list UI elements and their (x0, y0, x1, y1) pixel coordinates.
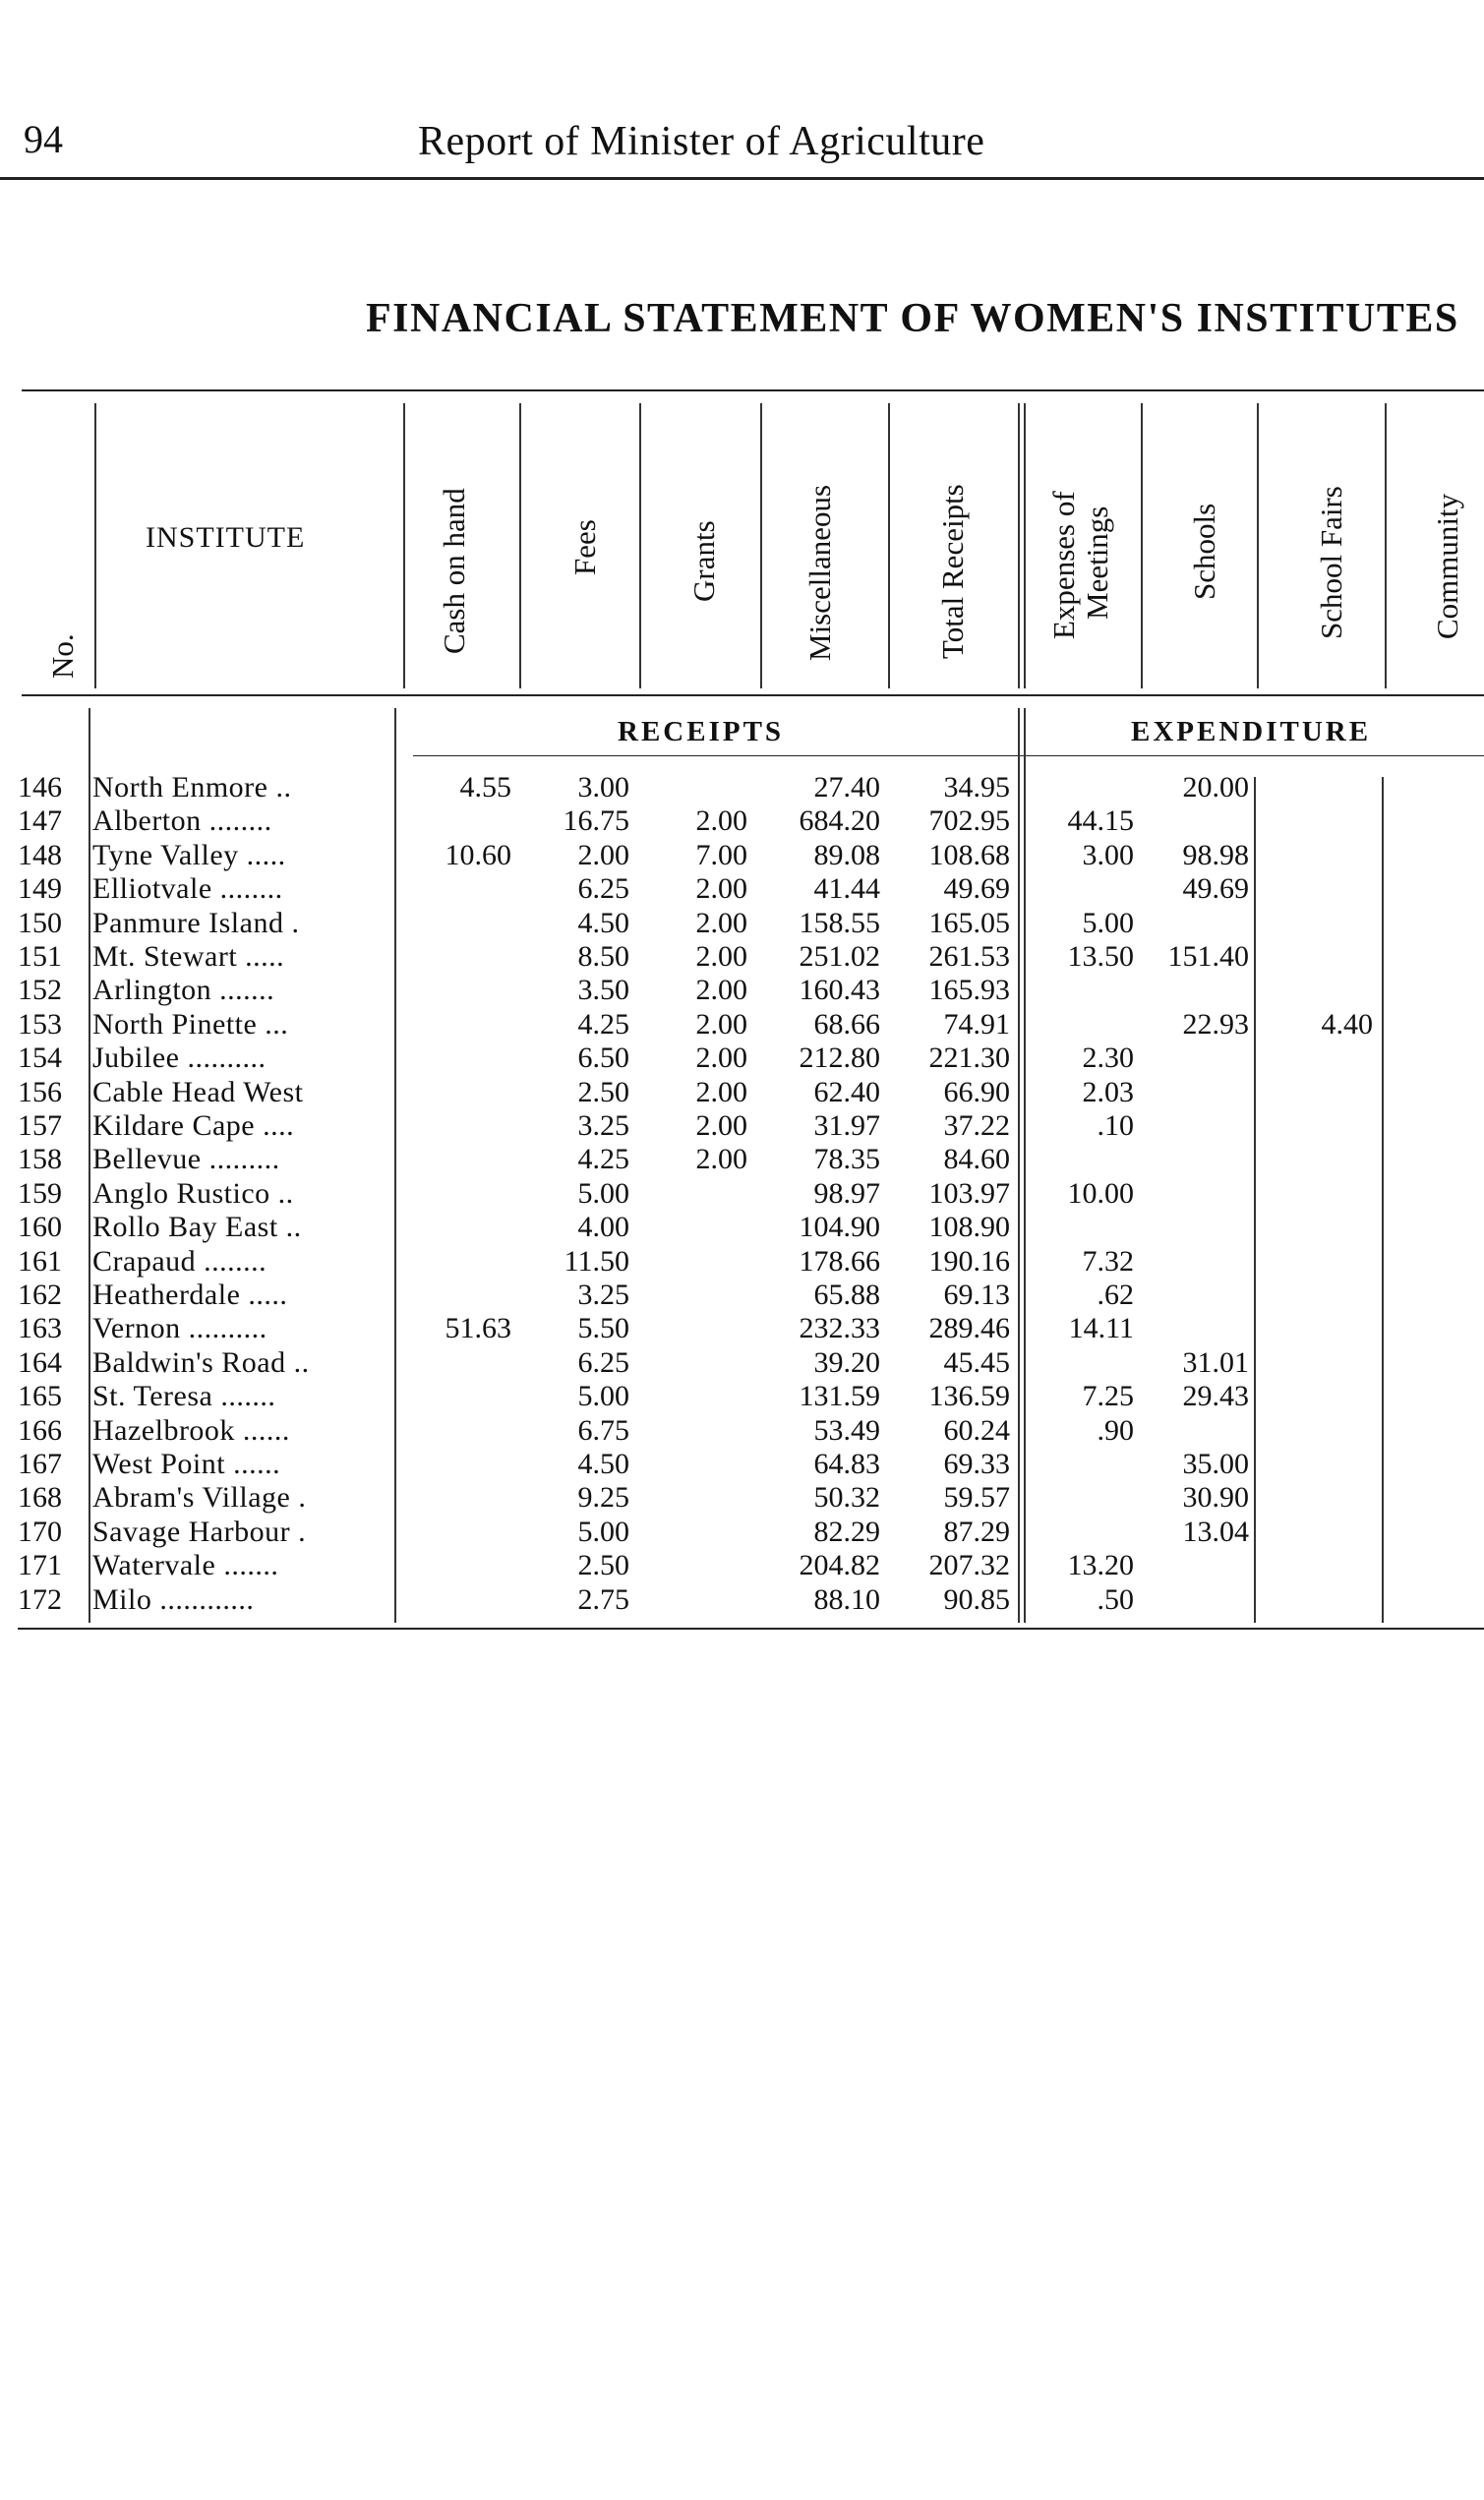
cell-no: 164 (18, 1345, 62, 1379)
table-row (0, 839, 1484, 872)
cell-misc: 204.82 (799, 1549, 880, 1582)
col-rule-6 (888, 403, 890, 688)
cell-fees: 8.50 (577, 940, 629, 973)
cell-total: 221.30 (928, 1042, 1010, 1075)
cell-no: 161 (18, 1244, 62, 1278)
cell-fees: 6.50 (577, 1042, 629, 1075)
cell-grants: 2.00 (695, 1007, 747, 1041)
cell-schools: 22.93 (1182, 1007, 1249, 1041)
cell-no: 147 (18, 804, 62, 838)
cell-total: 37.22 (943, 1109, 1010, 1142)
col-rule-9 (1257, 403, 1259, 688)
cell-name: North Enmore .. (92, 771, 292, 804)
table-row (0, 1143, 1484, 1176)
cell-grants: 2.00 (695, 804, 747, 838)
cell-grants: 2.00 (695, 940, 747, 973)
cell-schools: 20.00 (1182, 771, 1249, 804)
cell-misc: 27.40 (813, 771, 880, 804)
cell-total: 84.60 (943, 1143, 1010, 1176)
col-rule-3 (519, 403, 521, 688)
cell-misc: 160.43 (799, 974, 880, 1007)
cell-fees: 2.75 (577, 1582, 629, 1616)
cell-total: 165.05 (928, 906, 1010, 939)
cell-total: 69.33 (943, 1448, 1010, 1480)
cell-expenses: 14.11 (1068, 1312, 1134, 1345)
cell-no: 146 (18, 771, 62, 804)
cell-total: 60.24 (943, 1413, 1010, 1447)
cell-total: 87.29 (943, 1515, 1010, 1548)
cell-expenses: 3.00 (1082, 838, 1134, 871)
cell-name: Bellevue ......... (92, 1143, 280, 1176)
cell-name: Cable Head West (92, 1075, 304, 1108)
cell-fees: 4.25 (577, 1007, 629, 1041)
cell-schools: 98.98 (1182, 838, 1249, 871)
cell-misc: 82.29 (813, 1515, 880, 1548)
cell-name: Savage Harbour . (92, 1515, 307, 1548)
cell-no: 162 (18, 1279, 62, 1311)
table-row (0, 771, 1484, 804)
cell-name: Abram's Village . (92, 1481, 307, 1515)
cell-no: 157 (18, 1109, 62, 1142)
table-top-rule (22, 389, 1484, 391)
cell-misc: 158.55 (799, 906, 880, 939)
group-label-rule (413, 755, 1484, 756)
cell-total: 103.97 (928, 1176, 1010, 1210)
table-row (0, 1516, 1484, 1549)
cell-name: Jubilee .......... (92, 1042, 267, 1075)
cell-total: 49.69 (943, 872, 1010, 906)
cell-name: Milo ............ (92, 1582, 255, 1616)
cell-name: Crapaud ........ (92, 1244, 267, 1278)
cell-fees: 11.50 (564, 1244, 629, 1278)
cell-no: 167 (18, 1448, 62, 1480)
cell-total: 90.85 (943, 1582, 1010, 1616)
col-rule-1 (94, 403, 96, 688)
header-rule (0, 177, 1484, 180)
table-row (0, 1211, 1484, 1244)
cell-name: St. Teresa ....... (92, 1380, 276, 1413)
table-row (0, 872, 1484, 906)
cell-misc: 178.66 (799, 1244, 880, 1278)
cell-grants: 2.00 (695, 1109, 747, 1142)
cell-expenses: 7.25 (1082, 1380, 1134, 1413)
table-bottom-rule (18, 1628, 1484, 1630)
col-rule-10 (1385, 403, 1387, 688)
cell-no: 158 (18, 1143, 62, 1176)
cell-expenses: .62 (1097, 1279, 1134, 1311)
cell-fees: 9.25 (577, 1481, 629, 1515)
cell-misc: 131.59 (799, 1380, 880, 1413)
cell-total: 190.16 (928, 1244, 1010, 1278)
cell-no: 149 (18, 872, 62, 906)
cell-expenses: 13.50 (1067, 940, 1134, 973)
cell-total: 108.90 (928, 1211, 1010, 1244)
table-row (0, 940, 1484, 974)
cell-fees: 16.75 (563, 804, 629, 838)
cell-schools: 31.01 (1182, 1345, 1249, 1379)
table-row (0, 1448, 1484, 1481)
table-row (0, 1346, 1484, 1380)
table-row (0, 907, 1484, 940)
cell-expenses: .90 (1097, 1413, 1134, 1447)
cell-schools: 35.00 (1182, 1448, 1249, 1480)
cell-misc: 50.32 (813, 1481, 880, 1515)
table-row (0, 1312, 1484, 1345)
cell-misc: 53.49 (813, 1413, 880, 1447)
cell-name: Alberton ........ (92, 804, 272, 838)
cell-no: 153 (18, 1007, 62, 1041)
cell-fees: 2.00 (577, 838, 629, 871)
cell-schools: 49.69 (1182, 872, 1249, 906)
cell-misc: 31.97 (813, 1109, 880, 1142)
cell-misc: 41.44 (813, 872, 880, 906)
table-row (0, 1380, 1484, 1413)
cell-grants: 2.00 (695, 872, 747, 906)
table-row (0, 1583, 1484, 1617)
table-row (0, 1177, 1484, 1211)
table-row (0, 1414, 1484, 1448)
cell-fees: 3.25 (577, 1279, 629, 1311)
cell-grants: 2.00 (695, 1143, 747, 1176)
cell-schools: 13.04 (1182, 1515, 1249, 1548)
cell-fees: 2.50 (577, 1075, 629, 1108)
cell-expenses: .10 (1097, 1109, 1134, 1142)
table-row (0, 1109, 1484, 1143)
col-rule-4 (639, 403, 641, 688)
cell-name: Hazelbrook ...... (92, 1413, 290, 1447)
cell-expenses: 13.20 (1067, 1549, 1134, 1582)
cell-expenses: .50 (1097, 1582, 1134, 1616)
cell-fees: 6.75 (577, 1413, 629, 1447)
cell-fees: 5.50 (577, 1312, 629, 1345)
cell-misc: 251.02 (799, 940, 880, 973)
cell-expenses: 2.30 (1082, 1042, 1134, 1075)
col-rule-5 (760, 403, 762, 688)
col-rule-8 (1141, 403, 1143, 688)
col-rule-2 (403, 403, 405, 688)
table-row (0, 804, 1484, 838)
cell-name: North Pinette ... (92, 1007, 289, 1041)
cell-name: Kildare Cape .... (92, 1109, 295, 1142)
running-head: Report of Minister of Agriculture (418, 119, 985, 164)
cell-no: 163 (18, 1312, 62, 1345)
cell-total: 289.46 (928, 1312, 1010, 1345)
cell-fees: 2.50 (577, 1549, 629, 1582)
cell-fees: 4.50 (577, 906, 629, 939)
cell-name: Arlington ....... (92, 974, 275, 1007)
cell-fees: 4.50 (577, 1448, 629, 1480)
cell-fairs: 4.40 (1321, 1007, 1373, 1041)
group-label-receipts: RECEIPTS (618, 716, 785, 747)
cell-name: Rollo Bay East .. (92, 1211, 302, 1244)
cell-cash: 10.60 (445, 838, 511, 871)
cell-name: Baldwin's Road .. (92, 1345, 310, 1379)
cell-misc: 62.40 (813, 1075, 880, 1108)
cell-no: 165 (18, 1380, 62, 1413)
cell-no: 154 (18, 1042, 62, 1075)
cell-total: 66.90 (943, 1075, 1010, 1108)
cell-total: 165.93 (928, 974, 1010, 1007)
cell-misc: 98.97 (813, 1176, 880, 1210)
cell-fees: 5.00 (577, 1515, 629, 1548)
cell-schools: 30.90 (1182, 1481, 1249, 1515)
column-head-bottom-rule (22, 694, 1484, 696)
page-number: 94 (24, 117, 63, 161)
table-title: FINANCIAL STATEMENT OF WOMEN'S INSTITUTES (366, 296, 1459, 341)
cell-name: Mt. Stewart ..... (92, 940, 285, 973)
cell-misc: 89.08 (813, 838, 880, 871)
cell-grants: 2.00 (695, 906, 747, 939)
col-head-institute: INSTITUTE (146, 521, 306, 554)
cell-fees: 3.25 (577, 1109, 629, 1142)
cell-fees: 3.50 (577, 974, 629, 1007)
cell-schools: 29.43 (1182, 1380, 1249, 1413)
cell-name: Panmure Island . (92, 906, 300, 939)
cell-no: 172 (18, 1582, 62, 1616)
cell-misc: 684.20 (799, 804, 880, 838)
cell-cash: 51.63 (445, 1312, 511, 1345)
cell-expenses: 10.00 (1067, 1176, 1134, 1210)
cell-total: 69.13 (943, 1279, 1010, 1311)
cell-grants: 2.00 (695, 974, 747, 1007)
cell-name: West Point ...... (92, 1448, 281, 1480)
cell-misc: 64.83 (813, 1448, 880, 1480)
cell-misc: 88.10 (813, 1582, 880, 1616)
cell-total: 261.53 (928, 940, 1010, 973)
cell-no: 168 (18, 1481, 62, 1515)
cell-name: Heatherdale ..... (92, 1279, 288, 1311)
cell-misc: 212.80 (799, 1042, 880, 1075)
cell-name: Anglo Rustico .. (92, 1176, 294, 1210)
cell-misc: 39.20 (813, 1345, 880, 1379)
cell-grants: 7.00 (695, 838, 747, 871)
group-label-expenditure: EXPENDITURE (1131, 716, 1372, 747)
col-rule-7 (1018, 403, 1020, 688)
cell-fees: 6.25 (577, 1345, 629, 1379)
cell-name: Vernon .......... (92, 1312, 267, 1345)
table-row (0, 1008, 1484, 1042)
cell-no: 170 (18, 1515, 62, 1548)
cell-total: 108.68 (928, 838, 1010, 871)
cell-total: 59.57 (943, 1481, 1010, 1515)
cell-no: 171 (18, 1549, 62, 1582)
cell-expenses: 44.15 (1067, 804, 1134, 838)
cell-misc: 104.90 (799, 1211, 880, 1244)
cell-no: 160 (18, 1211, 62, 1244)
cell-total: 702.95 (928, 804, 1010, 838)
cell-schools: 151.40 (1167, 940, 1249, 973)
cell-expenses: 2.03 (1082, 1075, 1134, 1108)
cell-total: 45.45 (943, 1345, 1010, 1379)
cell-no: 159 (18, 1176, 62, 1210)
cell-no: 156 (18, 1075, 62, 1108)
cell-total: 136.59 (928, 1380, 1010, 1413)
cell-fees: 3.00 (577, 771, 629, 804)
table-row (0, 1481, 1484, 1515)
cell-no: 152 (18, 974, 62, 1007)
cell-fees: 4.00 (577, 1211, 629, 1244)
cell-fees: 6.25 (577, 872, 629, 906)
table-row (0, 1076, 1484, 1109)
cell-grants: 2.00 (695, 1075, 747, 1108)
cell-misc: 65.88 (813, 1279, 880, 1311)
cell-grants: 2.00 (695, 1042, 747, 1075)
cell-cash: 4.55 (459, 771, 511, 804)
cell-name: Elliotvale ........ (92, 872, 283, 906)
table-row (0, 1549, 1484, 1582)
cell-expenses: 7.32 (1082, 1244, 1134, 1278)
cell-fees: 4.25 (577, 1143, 629, 1176)
table-row (0, 974, 1484, 1007)
cell-no: 151 (18, 940, 62, 973)
cell-total: 34.95 (943, 771, 1010, 804)
cell-total: 207.32 (928, 1549, 1010, 1582)
table-row (0, 1279, 1484, 1312)
cell-name: Tyne Valley ..... (92, 838, 286, 871)
cell-misc: 78.35 (813, 1143, 880, 1176)
cell-no: 148 (18, 838, 62, 871)
cell-fees: 5.00 (577, 1176, 629, 1210)
cell-no: 150 (18, 906, 62, 939)
cell-no: 166 (18, 1413, 62, 1447)
cell-misc: 232.33 (799, 1312, 880, 1345)
table-row (0, 1042, 1484, 1075)
cell-expenses: 5.00 (1082, 906, 1134, 939)
cell-misc: 68.66 (813, 1007, 880, 1041)
cell-name: Watervale ....... (92, 1549, 279, 1582)
cell-fees: 5.00 (577, 1380, 629, 1413)
table-row (0, 1245, 1484, 1279)
col-rule-7b (1024, 403, 1026, 688)
cell-total: 74.91 (943, 1007, 1010, 1041)
